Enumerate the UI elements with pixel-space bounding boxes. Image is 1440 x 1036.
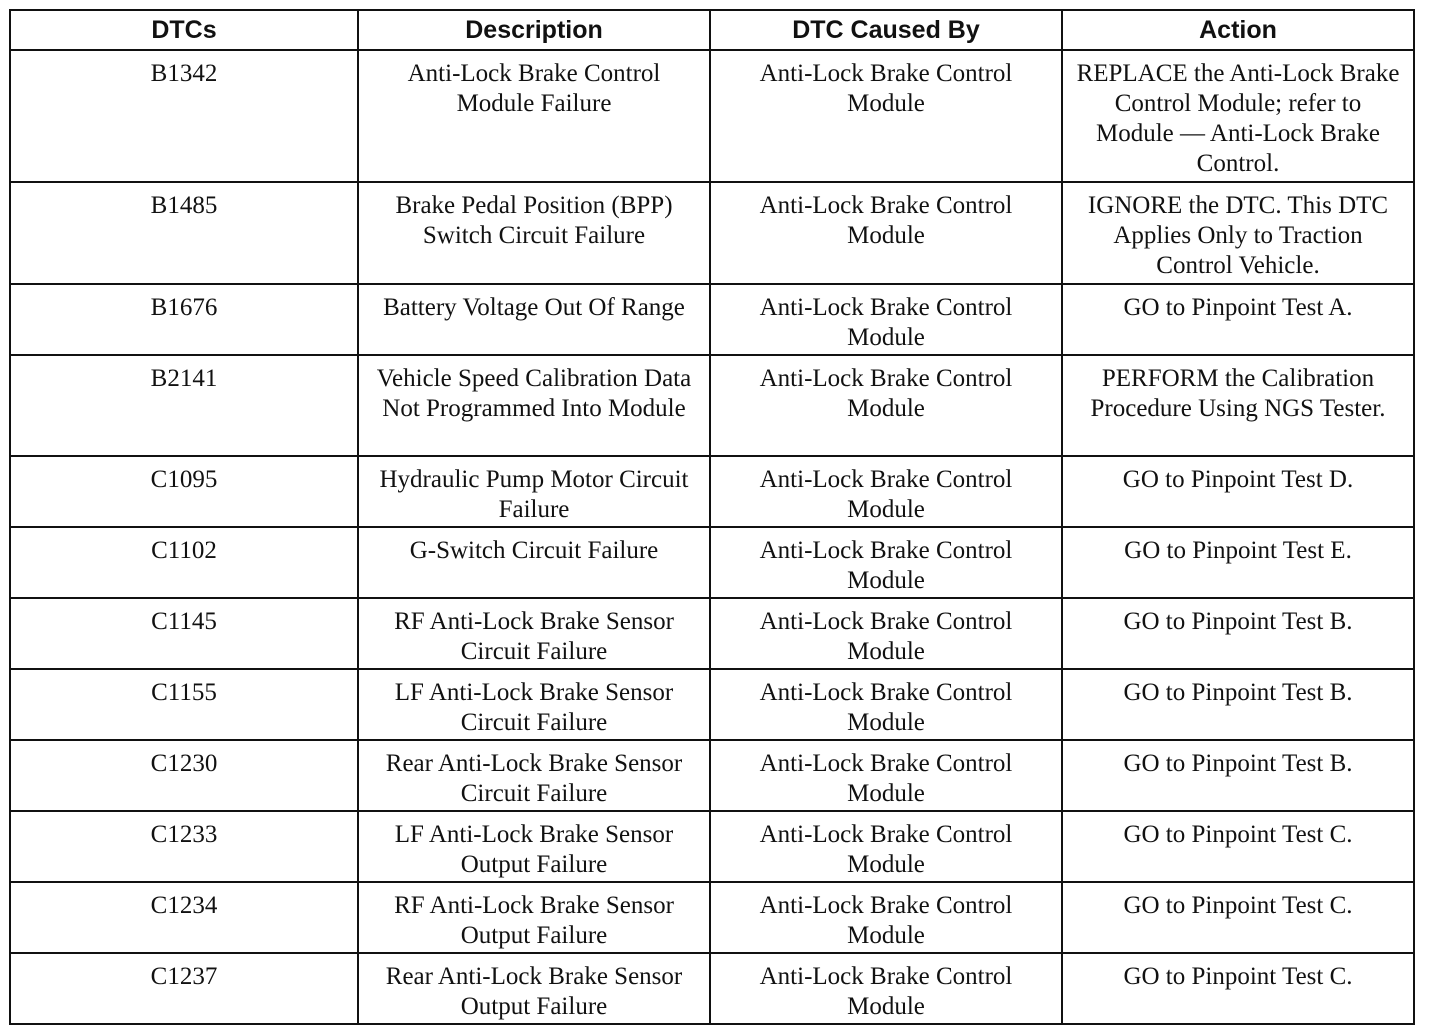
dtc-description: Vehicle Speed Calibration Data Not Programmed Into Module bbox=[358, 355, 710, 456]
dtc-description: LF Anti-Lock Brake Sensor Output Failure bbox=[358, 811, 710, 882]
header-dtcs: DTCs bbox=[10, 10, 358, 50]
dtc-description: RF Anti-Lock Brake Sensor Circuit Failure bbox=[358, 598, 710, 669]
header-action: Action bbox=[1062, 10, 1414, 50]
dtc-action: GO to Pinpoint Test A. bbox=[1062, 284, 1414, 355]
dtc-code: B2141 bbox=[10, 355, 358, 456]
dtc-caused-by: Anti-Lock Brake Control Module bbox=[710, 182, 1062, 284]
dtc-code: C1233 bbox=[10, 811, 358, 882]
table-row bbox=[10, 284, 1414, 355]
dtc-caused-by: Anti-Lock Brake Control Module bbox=[710, 882, 1062, 953]
dtc-action: GO to Pinpoint Test C. bbox=[1062, 882, 1414, 953]
dtc-code: B1342 bbox=[10, 50, 358, 182]
table-row bbox=[10, 669, 1414, 740]
dtc-action: GO to Pinpoint Test B. bbox=[1062, 669, 1414, 740]
dtc-caused-by: Anti-Lock Brake Control Module bbox=[710, 456, 1062, 527]
dtc-action: GO to Pinpoint Test C. bbox=[1062, 811, 1414, 882]
dtc-action: GO to Pinpoint Test D. bbox=[1062, 456, 1414, 527]
header-caused-by: DTC Caused By bbox=[710, 10, 1062, 50]
dtc-description: Rear Anti-Lock Brake Sensor Output Failure bbox=[358, 953, 710, 1024]
table-row bbox=[10, 740, 1414, 811]
dtc-code: B1485 bbox=[10, 182, 358, 284]
header-description: Description bbox=[358, 10, 710, 50]
table-row bbox=[10, 355, 1414, 456]
dtc-caused-by: Anti-Lock Brake Control Module bbox=[710, 527, 1062, 598]
dtc-code: C1095 bbox=[10, 456, 358, 527]
table-row bbox=[10, 182, 1414, 284]
dtc-code: C1237 bbox=[10, 953, 358, 1024]
dtc-code: B1676 bbox=[10, 284, 358, 355]
dtc-action: IGNORE the DTC. This DTC Applies Only to Traction Control Vehicle. bbox=[1062, 182, 1414, 284]
dtc-description: Brake Pedal Position (BPP) Switch Circuit Failure bbox=[358, 182, 710, 284]
dtc-description: RF Anti-Lock Brake Sensor Output Failure bbox=[358, 882, 710, 953]
dtc-caused-by: Anti-Lock Brake Control Module bbox=[710, 953, 1062, 1024]
dtc-code: C1230 bbox=[10, 740, 358, 811]
dtc-code: C1155 bbox=[10, 669, 358, 740]
dtc-caused-by: Anti-Lock Brake Control Module bbox=[710, 740, 1062, 811]
dtc-action: PERFORM the Calibration Procedure Using NGS Tester. bbox=[1062, 355, 1414, 456]
dtc-description: G-Switch Circuit Failure bbox=[358, 527, 710, 598]
table-row bbox=[10, 527, 1414, 598]
dtc-code: C1102 bbox=[10, 527, 358, 598]
dtc-code: C1145 bbox=[10, 598, 358, 669]
dtc-description: Hydraulic Pump Motor Circuit Failure bbox=[358, 456, 710, 527]
dtc-caused-by: Anti-Lock Brake Control Module bbox=[710, 598, 1062, 669]
table-row bbox=[10, 953, 1414, 1024]
table-row bbox=[10, 50, 1414, 182]
table-row bbox=[10, 598, 1414, 669]
dtc-action: GO to Pinpoint Test B. bbox=[1062, 598, 1414, 669]
dtc-caused-by: Anti-Lock Brake Control Module bbox=[710, 284, 1062, 355]
dtc-action: REPLACE the Anti-Lock Brake Control Module; refer to Module — Anti-Lock Brake Control. bbox=[1062, 50, 1414, 182]
dtc-action: GO to Pinpoint Test E. bbox=[1062, 527, 1414, 598]
dtc-description: Battery Voltage Out Of Range bbox=[358, 284, 710, 355]
dtc-caused-by: Anti-Lock Brake Control Module bbox=[710, 669, 1062, 740]
table-row bbox=[10, 456, 1414, 527]
header-row bbox=[10, 10, 1414, 50]
dtc-code: C1234 bbox=[10, 882, 358, 953]
dtc-action: GO to Pinpoint Test C. bbox=[1062, 953, 1414, 1024]
dtc-description: Rear Anti-Lock Brake Sensor Circuit Failure bbox=[358, 740, 710, 811]
dtc-description: Anti-Lock Brake Control Module Failure bbox=[358, 50, 710, 182]
dtc-description: LF Anti-Lock Brake Sensor Circuit Failure bbox=[358, 669, 710, 740]
dtc-table bbox=[9, 9, 1415, 1025]
dtc-action: GO to Pinpoint Test B. bbox=[1062, 740, 1414, 811]
table-row bbox=[10, 882, 1414, 953]
dtc-caused-by: Anti-Lock Brake Control Module bbox=[710, 355, 1062, 456]
dtc-caused-by: Anti-Lock Brake Control Module bbox=[710, 50, 1062, 182]
dtc-caused-by: Anti-Lock Brake Control Module bbox=[710, 811, 1062, 882]
table-row bbox=[10, 811, 1414, 882]
